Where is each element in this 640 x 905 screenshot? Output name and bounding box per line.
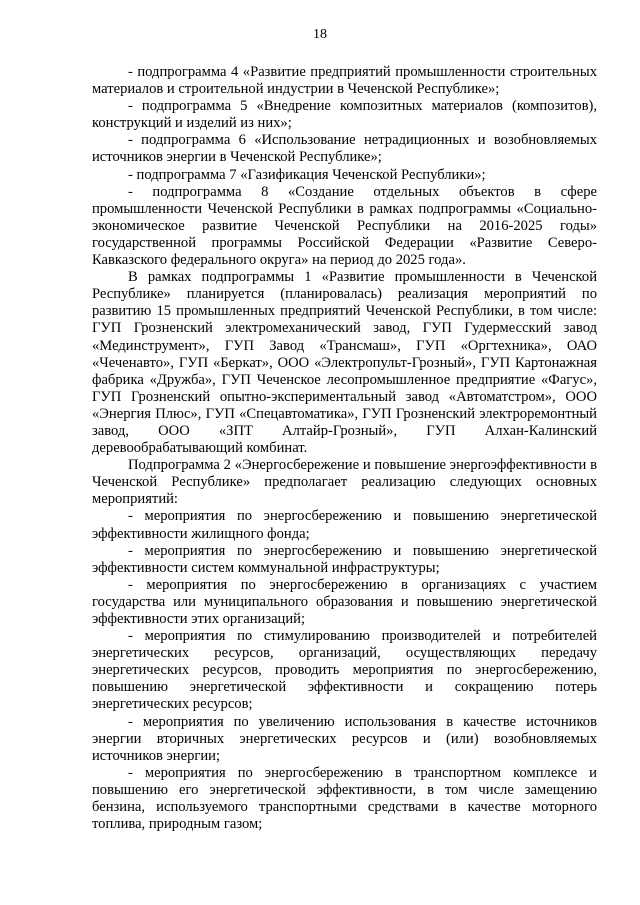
page-number: 18 xyxy=(313,27,327,42)
document-body xyxy=(92,64,597,833)
list-item-transport-complex: - мероприятия по энергосбережению в транспортном комплексе и повышению его энергетической эффективности, в том числе замещению бензина, используемого транспортными средствами в качестве моторного топлива, природным газом; xyxy=(92,764,597,833)
paragraph-subprogram-6: - подпрограмма 6 «Использование нетрадиционных и возобновляемых источников энергии в Чеченской Республике»; xyxy=(92,132,597,166)
paragraph-subprogram-5: - подпрограмма 5 «Внедрение композитных материалов (композитов), конструкций и изделий из них»; xyxy=(92,98,597,132)
list-item-utility-infrastructure: - мероприятия по энергосбережению и повышению энергетической эффективности систем коммунальной инфраструктуры; xyxy=(92,542,597,576)
paragraph-subprogram-1-enterprises: В рамках подпрограммы 1 «Развитие промышленности в Чеченской Республике» планируется (планировалась) реализация мероприятий по развитию 15 промышленных предприятий Чеченской Республики, в том числе: ГУП Грозненский электромеханический завод, ГУП Гудермесский завод «Мединструмент», ГУП Завод «Трансмаш», ГУП «Оргтехника», ОАО «Чеченавто», ГУП «Беркат», ООО «Электропульт-Грозный», ГУП Картонажная фабрика «Дружба», ГУП Чеченское лесопромышленное предприятие «Фагус», ГУП Грозненский опытно-экспериментальный завод «Автоматстром», ООО «Энергия Плюс», ГУП «Спецавтоматика», ГУП Грозненский электроремонтный завод, ООО «ЗПТ Алтайр-Грозный», ГУП Алхан-Калинский деревообрабатывающий комбинат. xyxy=(92,269,597,457)
list-item-renewable-sources: - мероприятия по увеличению использования в качестве источников энергии вторичных энергетических ресурсов и (или) возобновляемых источников энергии; xyxy=(92,713,597,764)
list-item-producer-incentives: - мероприятия по стимулированию производителей и потребителей энергетических ресурсов, организаций, осуществляющих передачу энергетических ресурсов, проводить мероприятия по энергосбережению, повышению энергетической эффективности и сокращению потерь энергетических ресурсов; xyxy=(92,628,597,713)
paragraph-subprogram-2-intro: Подпрограмма 2 «Энергосбережение и повышение энергоэффективности в Чеченской Республике» предполагает реализацию следующих основных мероприятий: xyxy=(92,457,597,508)
list-item-state-organizations: - мероприятия по энергосбережению в организациях с участием государства или муниципального образования и повышению энергетической эффективности этих организаций; xyxy=(92,576,597,627)
paragraph-subprogram-8: - подпрограмма 8 «Создание отдельных объектов в сфере промышленности Чеченской Республики в рамках подпрограммы «Социально-экономическое развитие Чеченской Республики на 2016-2025 годы» государственной программы Российской Федерации «Развитие Северо-Кавказского федерального округа» на период до 2025 года». xyxy=(92,183,597,269)
paragraph-subprogram-7: - подпрограмма 7 «Газификация Чеченской Республики»; xyxy=(128,166,486,183)
list-item-housing-efficiency: - мероприятия по энергосбережению и повышению энергетической эффективности жилищного фонда; xyxy=(92,508,597,542)
paragraph-subprogram-4: - подпрограмма 4 «Развитие предприятий промышленности строительных материалов и строительной индустрии в Чеченской Республике»; xyxy=(92,64,597,98)
